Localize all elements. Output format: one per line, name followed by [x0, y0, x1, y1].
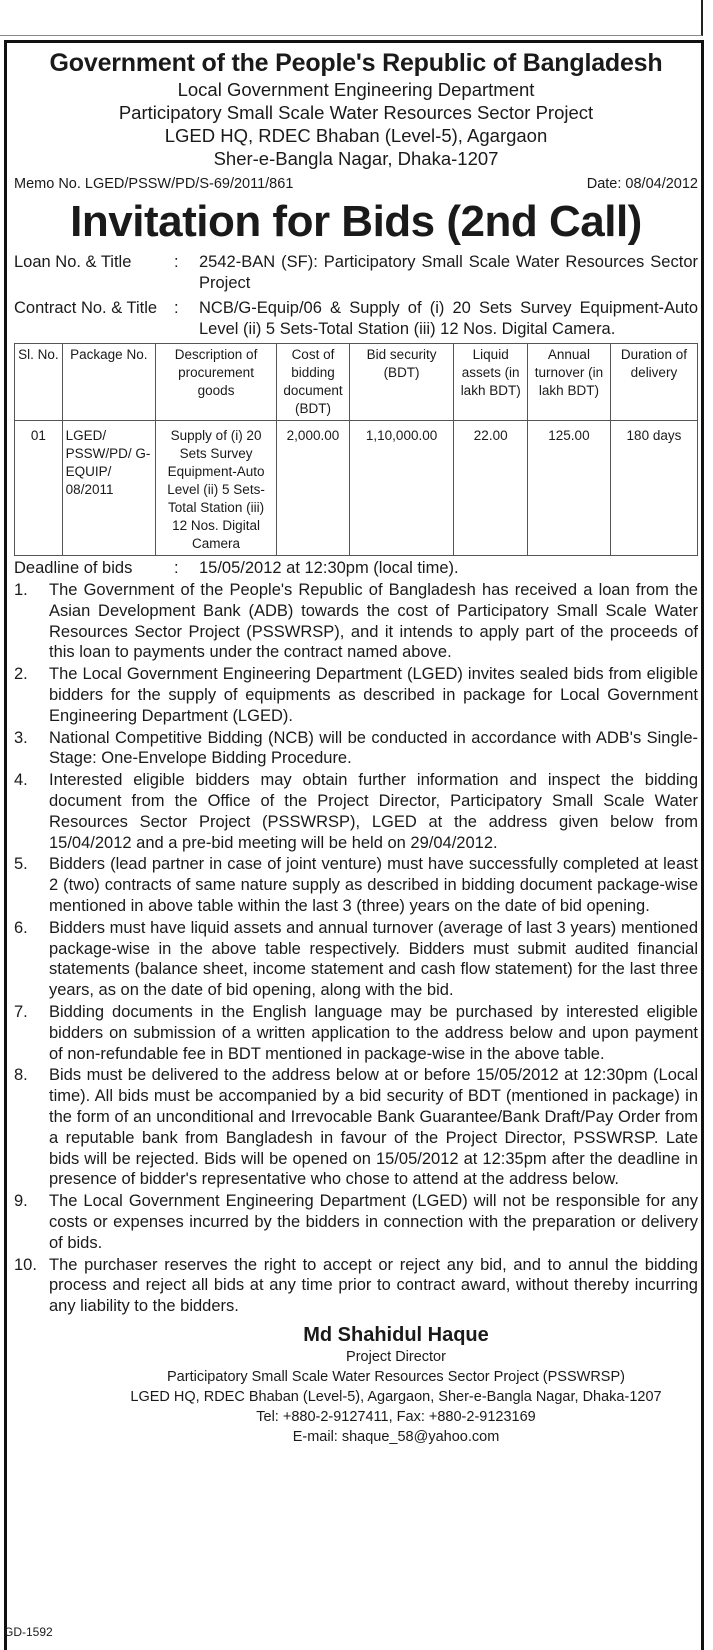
- government-heading: Government of the People's Republic of Bangladesh: [49, 49, 663, 77]
- clause-text: The Government of the People's Republic of Bangladesh has received a loan from the Asian Development Bank (ADB) towards the cost of Participatory Small Scale Water Resources Sector Project (PSSWRSP), and it intends to apply part of the proceeds of this loan to payments under the contract named above.: [49, 581, 698, 662]
- clause-number: 10.: [14, 1255, 37, 1274]
- deadline-row: [14, 558, 698, 579]
- col-header-cost: Cost of bidding document (BDT): [277, 344, 350, 421]
- clause-text: Bidders must have liquid assets and annual turnover (average of last 3 years) mentioned package-wise in the above table respectively. Bidders must submit audited financial statements (balance sheet, income statement and cash flow statement) for the last three years, as on the date of bid opening, along with the bid.: [49, 918, 698, 1000]
- clause-number: 8.: [14, 1066, 28, 1085]
- list-item: [14, 918, 698, 1001]
- clause-text: The purchaser reserves the right to accept or reject any bid, and to annul the bidding process and reject all bids at any time prior to contract award, without thereby incurring any liability to the bidders.: [49, 1255, 698, 1316]
- cell-description: Supply of (i) 20 Sets Survey Equipment-Auto Level (ii) 5 Sets-Total Station (iii) 12 Nos. Digital Camera: [155, 421, 276, 556]
- cell-sl: 01: [15, 421, 63, 556]
- list-item: [14, 1191, 698, 1253]
- clause-number: 7.: [14, 1002, 28, 1021]
- list-item: [14, 770, 698, 853]
- page-title: Invitation for Bids (2nd Call): [70, 197, 642, 246]
- deadline-colon: :: [174, 559, 179, 577]
- list-item: [14, 1255, 698, 1317]
- cell-liquid-assets: 22.00: [454, 421, 528, 556]
- clause-number: 5.: [14, 855, 28, 874]
- table-row: [15, 421, 698, 556]
- col-header-duration: Duration of delivery: [610, 344, 697, 421]
- memo-number: Memo No. LGED/PSSW/PD/S-69/2011/861: [14, 176, 294, 192]
- clause-number: 4.: [14, 771, 28, 790]
- contract-row: [14, 298, 698, 340]
- contract-colon: :: [174, 299, 179, 317]
- clause-list: [14, 580, 698, 1317]
- signatory-designation: Project Director: [346, 1348, 446, 1365]
- clause-text: Bidding documents in the English language may be purchased by interested eligible bidders on submission of a written application to the address below and upon payment of non-refundable fee in BDT mentioned in package-wise in the above table.: [49, 1002, 698, 1063]
- department-heading: Local Government Engineering Department: [177, 79, 535, 100]
- notice-content: [14, 46, 698, 1447]
- list-item: [14, 854, 698, 916]
- address-line-2: Sher-e-Bangla Nagar, Dhaka-1207: [213, 148, 499, 169]
- list-item: [14, 728, 698, 770]
- signatory-address: LGED HQ, RDEC Bhaban (Level-5), Agargaon, Sher-e-Bangla Nagar, Dhaka-1207: [130, 1388, 662, 1405]
- cell-package: LGED/ PSSW/PD/ G-EQUIP/ 08/2011: [62, 421, 155, 556]
- col-header-sl: Sl. No.: [15, 344, 63, 421]
- memo-row: [14, 174, 698, 194]
- col-header-description: Description of procurement goods: [155, 344, 276, 421]
- clause-text: Interested eligible bidders may obtain further information and inspect the bidding document from the Office of the Project Director, Participatory Small Scale Water Resources Sector Project (PSSWRSP), LGED at the address given below from 15/04/2012 and a pre-bid meeting will be held on 29/04/2012.: [49, 771, 698, 852]
- loan-label: Loan No. & Title: [14, 253, 132, 271]
- signatory-phone: Tel: +880-2-9127411, Fax: +880-2-9123169: [256, 1408, 536, 1425]
- cell-bid-security: 1,10,000.00: [349, 421, 454, 556]
- clause-text: National Competitive Bidding (NCB) will be conducted in accordance with ADB's Single-Stage: One-Envelope Bidding Procedure.: [49, 728, 698, 768]
- signatory-name: Md Shahidul Haque: [303, 1323, 489, 1346]
- signature-block: [94, 1323, 698, 1447]
- signatory-project: Participatory Small Scale Water Resources Sector Project (PSSWRSP): [167, 1368, 625, 1385]
- signatory-email: E-mail: shaque_58@yahoo.com: [292, 1428, 500, 1445]
- footer-code: GD-1592: [4, 1625, 53, 1639]
- project-heading: Participatory Small Scale Water Resources Sector Project: [118, 102, 594, 123]
- cell-turnover: 125.00: [527, 421, 610, 556]
- clause-number: 3.: [14, 728, 28, 747]
- list-item: [14, 580, 698, 663]
- loan-colon: :: [174, 253, 179, 271]
- col-header-package: Package No.: [62, 344, 155, 421]
- loan-row: [14, 252, 698, 294]
- col-header-liquid-assets: Liquid assets (in lakh BDT): [454, 344, 528, 421]
- clause-number: 6.: [14, 918, 28, 937]
- clause-text: The Local Government Engineering Department (LGED) invites sealed bids from eligible bidders for the supply of equipments as described in package for Local Government Engineering Department (LGED).: [49, 665, 698, 725]
- col-header-bid-security: Bid security (BDT): [349, 344, 454, 421]
- clause-number: 1.: [14, 581, 28, 599]
- loan-value: 2542-BAN (SF): Participatory Small Scale Water Resources Sector Project: [199, 253, 698, 292]
- clause-number: 9.: [14, 1192, 28, 1211]
- cell-duration: 180 days: [610, 421, 697, 556]
- list-item: [14, 1002, 698, 1064]
- clause-text: Bids must be delivered to the address below at or before 15/05/2012 at 12:30pm (Local time). All bids must be accompanied by a bid security of BDT (mentioned in package) in the form of an unconditional and Irrevocable Bank Guarantee/Bank Draft/Pay Order from a reputable bank from Bangladesh in favour of the Project Director, PSSWRSP. Late bids will be rejected. Bids will be opened on 15/05/2012 at 12:35pm after the deadline in presence of bidder's representative who chose to attend at the address below.: [49, 1066, 698, 1189]
- clause-text: The Local Government Engineering Department (LGED) will not be responsible for any costs or expenses incurred by the bidders in connection with the preparation or delivery of bids.: [49, 1192, 698, 1252]
- top-border: [0, 0, 703, 36]
- contract-label: Contract No. & Title: [14, 299, 158, 317]
- clause-number: 2.: [14, 665, 28, 684]
- deadline-value: 15/05/2012 at 12:30pm (local time).: [199, 559, 459, 577]
- cell-cost: 2,000.00: [277, 421, 350, 556]
- address-line-1: LGED HQ, RDEC Bhaban (Level-5), Agargaon: [164, 125, 548, 146]
- table-header-row: [15, 344, 698, 421]
- contract-value: NCB/G-Equip/06 & Supply of (i) 20 Sets Survey Equipment-Auto Level (ii) 5 Sets-Total Station (iii) 12 Nos. Digital Camera.: [199, 299, 698, 338]
- list-item: [14, 664, 698, 726]
- memo-date: Date: 08/04/2012: [586, 176, 698, 192]
- col-header-turnover: Annual turnover (in lakh BDT): [527, 344, 610, 421]
- clause-text: Bidders (lead partner in case of joint venture) must have successfully completed at least 2 (two) contracts of same nature supply as described in bidding document package-wise mentioned in above table within the last 3 (three) years on the date of bid opening.: [49, 855, 698, 915]
- deadline-label: Deadline of bids: [14, 559, 133, 577]
- bid-table: [14, 343, 698, 556]
- list-item: [14, 1065, 698, 1190]
